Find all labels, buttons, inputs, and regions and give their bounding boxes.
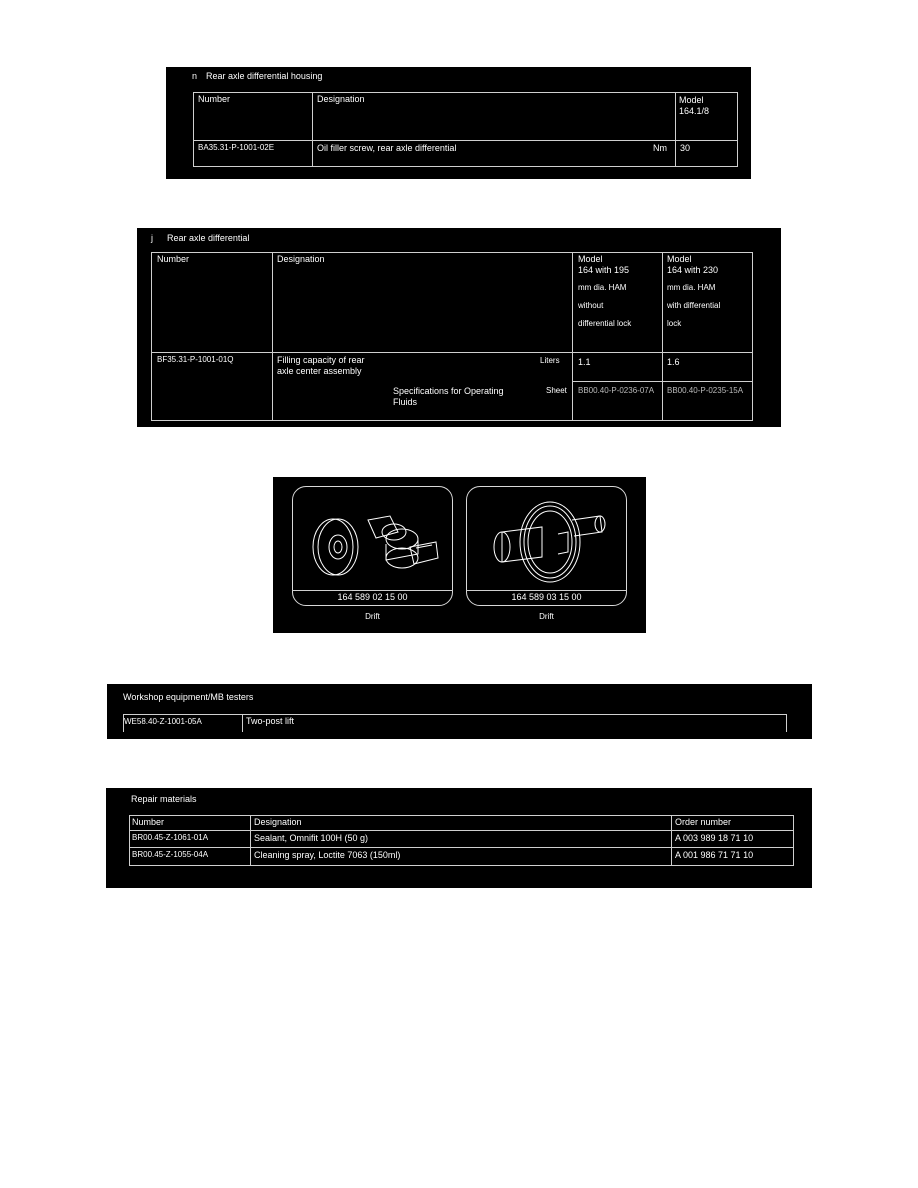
repair-materials-panel [106, 788, 812, 888]
drift-tool-icon [472, 492, 622, 587]
rear-axle-differential-panel [137, 228, 781, 427]
section-title: Workshop equipment/MB testers [123, 692, 254, 702]
special-tools-panel [273, 477, 646, 633]
header-model-1-line-2: 164 with 195 [578, 265, 630, 275]
header-model-1-line-4: without [578, 301, 604, 310]
header-model-2-line-2: 164 with 230 [667, 265, 719, 275]
rear-axle-housing-panel [166, 67, 751, 179]
row-number: BA35.31-P-1001-02E [198, 143, 275, 152]
ref-designation-line-2: Fluids [393, 397, 418, 407]
table-row-number: BR00.45-Z-1055-04A [132, 850, 209, 859]
section-marker: n [192, 71, 198, 81]
ref-sheet-model-1: BB00.40-P-0236-07A [578, 386, 655, 395]
row-designation-line-1: Filling capacity of rear [277, 355, 365, 365]
header-model-1-line-1: Model [578, 254, 603, 264]
table-row-number: BR00.45-Z-1061-01A [132, 833, 209, 842]
row-designation-line-2: axle center assembly [277, 366, 362, 376]
ref-designation-line-1: Specifications for Operating [393, 386, 504, 396]
header-model: Model [679, 95, 704, 105]
drift-tool-icon [298, 492, 448, 587]
header-model-2-line-1: Model [667, 254, 692, 264]
row-number: BF35.31-P-1001-01Q [157, 355, 234, 364]
table-row-order-number: A 003 989 18 71 10 [675, 833, 754, 843]
header-designation: Designation [317, 94, 365, 104]
tool-caption: Drift [539, 612, 554, 621]
section-title: Rear axle differential [167, 233, 250, 243]
header-model-2-line-4: with differential [667, 301, 721, 310]
header-model-1-line-3: mm dia. HAM [578, 283, 627, 292]
header-model-2-line-3: mm dia. HAM [667, 283, 716, 292]
section-marker: j [151, 233, 153, 243]
table-row-order-number: A 001 986 71 71 10 [675, 850, 754, 860]
header-designation: Designation [277, 254, 325, 264]
header-number: Number [132, 817, 165, 827]
ref-unit: Sheet [546, 386, 567, 395]
header-model-1-line-5: differential lock [578, 319, 632, 328]
ref-sheet-model-2: BB00.40-P-0235-15A [667, 386, 744, 395]
header-model-code: 164.1/8 [679, 106, 710, 116]
row-designation: Oil filler screw, rear axle differential [317, 143, 457, 153]
workshop-equipment-panel [107, 684, 812, 739]
header-designation: Designation [254, 817, 302, 827]
spec-table [193, 92, 738, 167]
row-unit: Nm [653, 143, 667, 153]
header-model-2-line-5: lock [667, 319, 682, 328]
tool-part-number: 164 589 03 15 00 [511, 592, 582, 602]
tool-part-number: 164 589 02 15 00 [337, 592, 408, 602]
section-title: Repair materials [131, 794, 197, 804]
tool-caption: Drift [365, 612, 380, 621]
row-value-model-2: 1.6 [667, 357, 680, 367]
row-designation: Two-post lift [246, 716, 295, 726]
row-value: 30 [680, 143, 691, 153]
row-number: WE58.40-Z-1001-05A [124, 717, 202, 726]
header-number: Number [157, 254, 190, 264]
section-title: Rear axle differential housing [206, 71, 323, 81]
table-row-designation: Cleaning spray, Loctite 7063 (150ml) [254, 850, 401, 860]
row-unit: Liters [540, 356, 560, 365]
table-row-designation: Sealant, Omnifit 100H (50 g) [254, 833, 369, 843]
row-value-model-1: 1.1 [578, 357, 591, 367]
header-number: Number [198, 94, 231, 104]
header-order-number: Order number [675, 817, 732, 827]
